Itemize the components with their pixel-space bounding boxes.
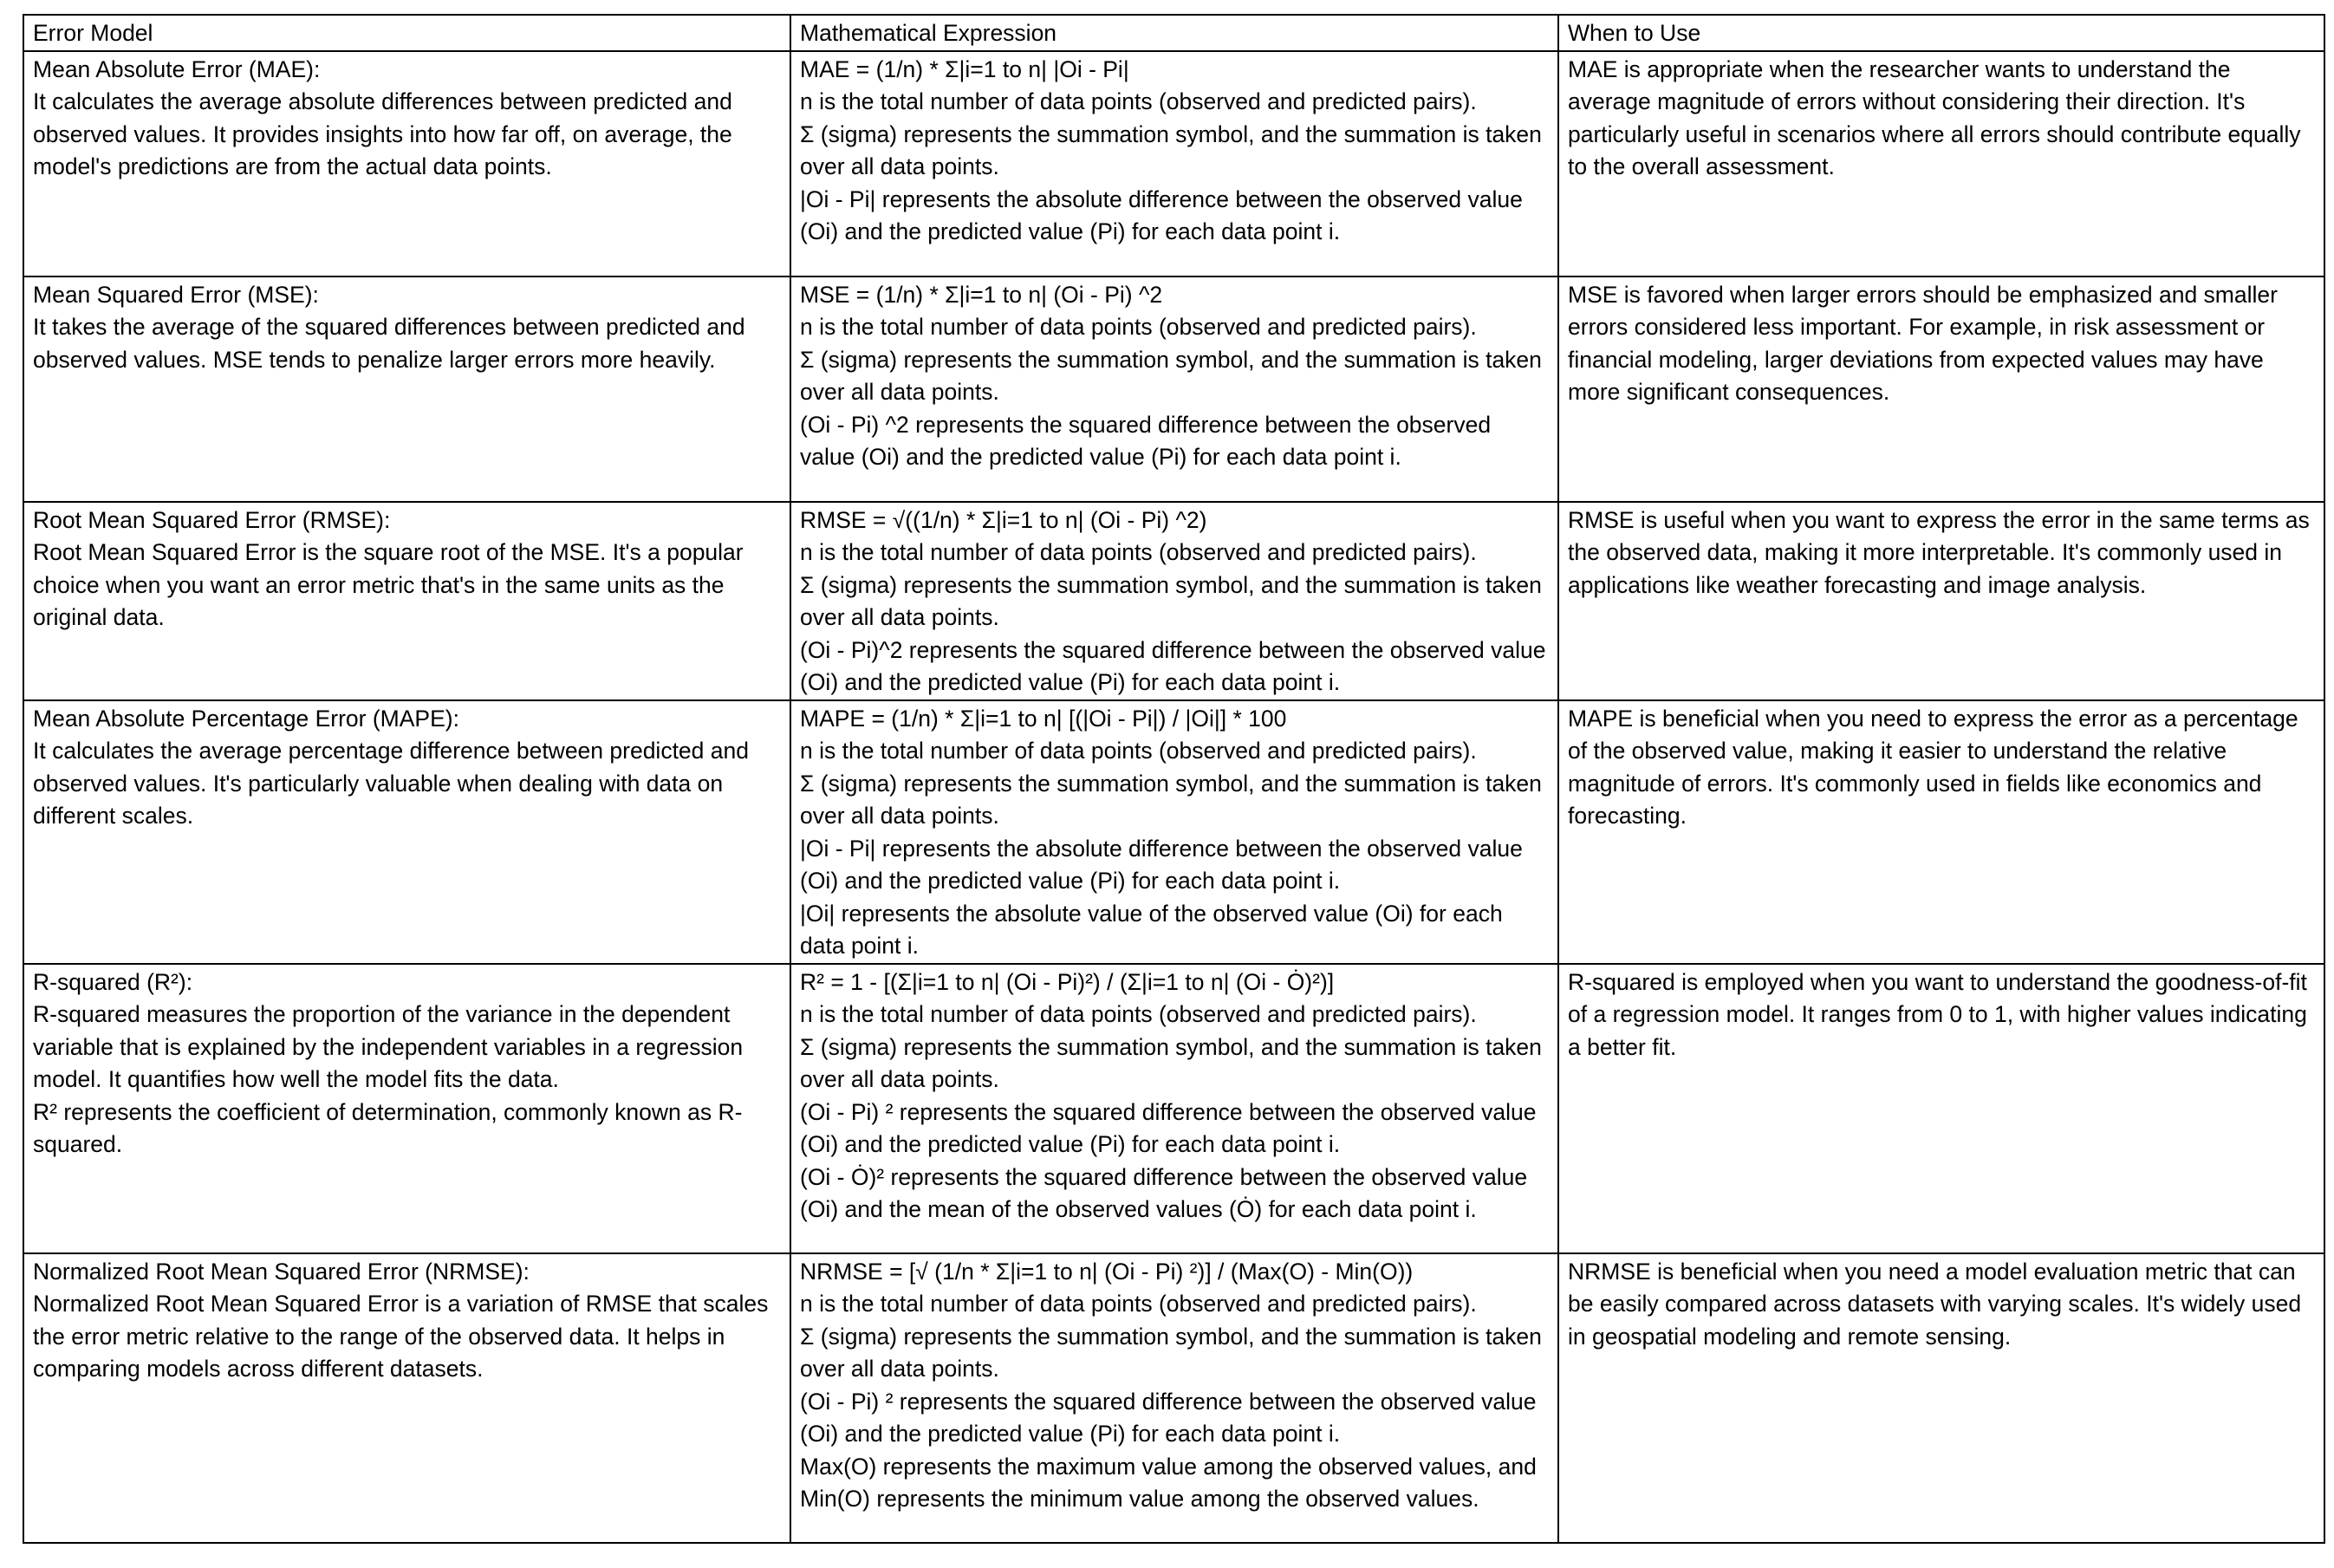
expression-note: (Oi - Ȯ)² represents the squared difference between the observed value (Oi) and the mean of the observed values (Ȯ) for each data point i.: [800, 1163, 1528, 1222]
usage-cell: [1558, 502, 2324, 700]
formula: NRMSE = [√ (1/n * Σ|i=1 to n| (Oi - Pi) ²)] / (Max(O) - Min(O)): [800, 1258, 1414, 1285]
error-model-cell: [23, 700, 790, 964]
model-description: Root Mean Squared Error is the square root of the MSE. It's a popular choice when you want an error metric that's in the same units as the original data.: [33, 539, 744, 630]
expression-note: n is the total number of data points (observed and predicted pairs).: [800, 1001, 1477, 1027]
model-name: R-squared (R²):: [33, 968, 193, 995]
model-name: Root Mean Squared Error (RMSE):: [33, 506, 391, 533]
model-description: It calculates the average absolute differences between predicted and observed values. It provides insights into how far off, on average, the model's predictions are from the actual data points.: [33, 88, 732, 179]
header-mathematical-expression: Mathematical Expression: [790, 15, 1558, 51]
usage-cell: [1558, 51, 2324, 277]
expression-note: (Oi - Pi)^2 represents the squared difference between the observed value (Oi) and the predicted value (Pi) for each data point i.: [800, 636, 1546, 695]
model-description: It takes the average of the squared differences between predicted and observed values. MSE tends to penalize larger errors more heavily.: [33, 314, 745, 373]
expression-note: |Oi - Pi| represents the absolute difference between the observed value (Oi) and the predicted value (Pi) for each data point i.: [800, 185, 1523, 244]
model-description: It calculates the average percentage difference between predicted and observed values. It's particularly valuable when dealing with data on different scales.: [33, 738, 749, 829]
error-model-cell: [23, 277, 790, 502]
formula: RMSE = √((1/n) * Σ|i=1 to n| (Oi - Pi) ^2): [800, 506, 1207, 533]
model-name: Normalized Root Mean Squared Error (NRMSE):: [33, 1258, 530, 1285]
table-row: [23, 700, 2324, 964]
table-row: [23, 502, 2324, 700]
expression-note: n is the total number of data points (observed and predicted pairs).: [800, 314, 1477, 340]
error-models-table: [23, 14, 2325, 1544]
expression-note: Max(O) represents the maximum value among the observed values, and Min(O) represents the minimum value among the observed values.: [800, 1453, 1537, 1512]
usage-cell: [1558, 964, 2324, 1253]
expression-cell: [790, 277, 1558, 502]
usage-text: MSE is favored when larger errors should be emphasized and smaller errors considered less important. For example, in risk assessment or financial modeling, larger deviations from expected values may have more significant consequences.: [1568, 281, 2278, 405]
expression-cell: [790, 964, 1558, 1253]
table-row: [23, 1253, 2324, 1543]
formula: R² = 1 - [(Σ|i=1 to n| (Oi - Pi)²) / (Σ|i=1 to n| (Oi - Ȯ)²)]: [800, 968, 1335, 995]
expression-note: Σ (sigma) represents the summation symbol, and the summation is taken over all data points.: [800, 770, 1542, 829]
expression-cell: [790, 1253, 1558, 1543]
expression-note: n is the total number of data points (observed and predicted pairs).: [800, 539, 1477, 565]
expression-note: Σ (sigma) represents the summation symbol, and the summation is taken over all data points.: [800, 1323, 1542, 1382]
usage-cell: [1558, 700, 2324, 964]
usage-text: R-squared is employed when you want to understand the goodness-of-fit of a regression model. It ranges from 0 to 1, with higher values indicating a better fit.: [1568, 968, 2307, 1060]
formula: MSE = (1/n) * Σ|i=1 to n| (Oi - Pi) ^2: [800, 281, 1163, 308]
model-description: R² represents the coefficient of determination, commonly known as R-squared.: [33, 1098, 743, 1157]
expression-cell: [790, 51, 1558, 277]
expression-note: (Oi - Pi) ² represents the squared difference between the observed value (Oi) and the predicted value (Pi) for each data point i.: [800, 1098, 1537, 1157]
table-row: [23, 964, 2324, 1253]
expression-note: (Oi - Pi) ² represents the squared difference between the observed value (Oi) and the predicted value (Pi) for each data point i.: [800, 1388, 1537, 1447]
table-row: [23, 277, 2324, 502]
expression-note: n is the total number of data points (observed and predicted pairs).: [800, 1291, 1477, 1317]
expression-note: Σ (sigma) represents the summation symbol, and the summation is taken over all data points.: [800, 346, 1542, 405]
usage-cell: [1558, 277, 2324, 502]
formula: MAE = (1/n) * Σ|i=1 to n| |Oi - Pi|: [800, 55, 1129, 82]
usage-text: RMSE is useful when you want to express the error in the same terms as the observed data, making it more interpretable. It's commonly used in applications like weather forecasting and image analysis.: [1568, 506, 2310, 598]
usage-text: MAE is appropriate when the researcher wants to understand the average magnitude of errors without considering their direction. It's particularly useful in scenarios where all errors should contribute equally to the overall assessment.: [1568, 55, 2301, 179]
expression-cell: [790, 502, 1558, 700]
model-description: Normalized Root Mean Squared Error is a variation of RMSE that scales the error metric relative to the range of the observed data. It helps in comparing models across different datasets.: [33, 1291, 769, 1382]
table-header-row: [23, 15, 2324, 51]
formula: MAPE = (1/n) * Σ|i=1 to n| [(|Oi - Pi|) / |Oi|] * 100: [800, 705, 1287, 732]
model-name: Mean Squared Error (MSE):: [33, 281, 319, 308]
error-model-cell: [23, 1253, 790, 1543]
model-name: Mean Absolute Percentage Error (MAPE):: [33, 705, 459, 732]
expression-note: Σ (sigma) represents the summation symbol, and the summation is taken over all data points.: [800, 120, 1542, 179]
expression-note: (Oi - Pi) ^2 represents the squared difference between the observed value (Oi) and the predicted value (Pi) for each data point i.: [800, 411, 1492, 470]
table-row: [23, 51, 2324, 277]
header-when-to-use: When to Use: [1558, 15, 2324, 51]
header-error-model: Error Model: [23, 15, 790, 51]
usage-text: MAPE is beneficial when you need to express the error as a percentage of the observed value, making it easier to understand the relative magnitude of errors. It's commonly used in fields like economics and forecasting.: [1568, 705, 2298, 829]
expression-note: Σ (sigma) represents the summation symbol, and the summation is taken over all data points.: [800, 571, 1542, 630]
model-description: R-squared measures the proportion of the variance in the dependent variable that is explained by the independent variables in a regression model. It quantifies how well the model fits the data.: [33, 1001, 744, 1092]
model-name: Mean Absolute Error (MAE):: [33, 55, 321, 82]
expression-note: |Oi| represents the absolute value of the observed value (Oi) for each data point i.: [800, 900, 1503, 959]
expression-note: |Oi - Pi| represents the absolute difference between the observed value (Oi) and the predicted value (Pi) for each data point i.: [800, 835, 1523, 894]
expression-note: Σ (sigma) represents the summation symbol, and the summation is taken over all data points.: [800, 1033, 1542, 1092]
error-model-cell: [23, 502, 790, 700]
expression-note: n is the total number of data points (observed and predicted pairs).: [800, 738, 1477, 764]
expression-cell: [790, 700, 1558, 964]
error-model-cell: [23, 964, 790, 1253]
usage-cell: [1558, 1253, 2324, 1543]
error-model-cell: [23, 51, 790, 277]
usage-text: NRMSE is beneficial when you need a model evaluation metric that can be easily compared across datasets with varying scales. It's widely used in geospatial modeling and remote sensing.: [1568, 1258, 2302, 1350]
expression-note: n is the total number of data points (observed and predicted pairs).: [800, 88, 1477, 114]
